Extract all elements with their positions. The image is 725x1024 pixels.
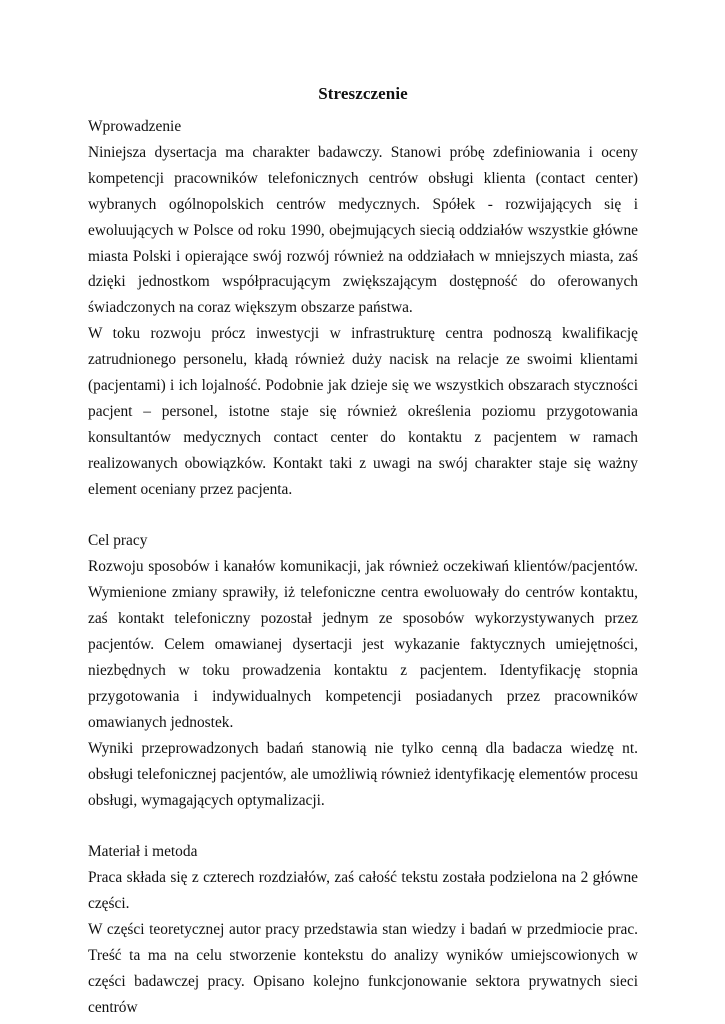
section-introduction [88,114,638,503]
section-heading: Materiał i metoda [88,843,198,861]
section-heading: Wprowadzenie [88,118,182,135]
section-heading: Cel pracy [88,532,148,550]
section-material-method [88,839,638,1020]
paragraph: Wyniki przeprowadzonych badań stanowią nie tylko cenną dla badacza wiedzę nt. obsługi telefonicznej pacjentów, ale umożliwią również identyfikację elementów procesu obsługi, wymagających optymalizacji. [88,739,638,809]
section-spacer [88,813,638,839]
paragraph: Niniejsza dysertacja ma charakter badawczy. Stanowi próbę zdefiniowania i oceny kompetencji pracowników telefonicznych centrów obsługi klienta (contact center) wybranych ogólnopolskich centrów medycznych. Spółek - rozwijających się i ewoluujących w Polsce od roku 1990, obejmujących siecią oddziałów wszystkie główne miasta Polski i opierające swój rozwój również na oddziałach w mniejszych miasta, zaś dzięki jednostkom współpracującym zwiększającym dostępność do oferowanych świadczonych na coraz większym obszarze państwa. [88,143,638,317]
section-spacer [88,503,638,529]
section-aim [88,528,638,813]
paragraph: Praca składa się z czterech rozdziałów, zaś całość tekstu została podzielona na 2 główne części. [88,869,638,913]
paragraph: W toku rozwoju prócz inwestycji w infrastrukturę centra podnoszą kwalifikację zatrudnionego personelu, kładą również duży nacisk na relacje ze swoimi klientami (pacjentami) i ich lojalność. Podobnie jak dzieje się we wszystkich obszarach styczności pacjent – personel, istotne staje się również określenia poziomu przygotowania konsultantów medycznych contact center do kontaktu z pacjentem w ramach realizowanych obowiązków. Kontakt taki z uwagi na swój charakter staje się ważny element oceniany przez pacjenta. [88,325,638,498]
paragraph: Rozwoju sposobów i kanałów komunikacji, jak również oczekiwań klientów/pacjentów. Wymienione zmiany sprawiły, iż telefoniczne centra ewoluowały do centrów kontaktu, zaś kontakt telefoniczny pozostał jednym ze sposobów wykorzystywanych przez pacjentów. Celem omawianej dysertacji jest wykazanie faktycznych umiejętności, niezbędnych w toku prowadzenia kontaktu z pacjentem. Identyfikację stopnia przygotowania i indywidualnych kompetencji posiadanych przez pracowników omawianych jednostek. [88,558,638,731]
document-page [88,84,638,1021]
paragraph: W części teoretycznej autor pracy przedstawia stan wiedzy i badań w przedmiocie prac. Treść ta ma na celu stworzenie kontekstu do analizy wyników umiejscowionych w części badawczej pracy. Opisano kolejno funkcjonowanie sektora prywatnych sieci centrów [88,921,638,1016]
document-title: Streszczenie [318,84,408,103]
